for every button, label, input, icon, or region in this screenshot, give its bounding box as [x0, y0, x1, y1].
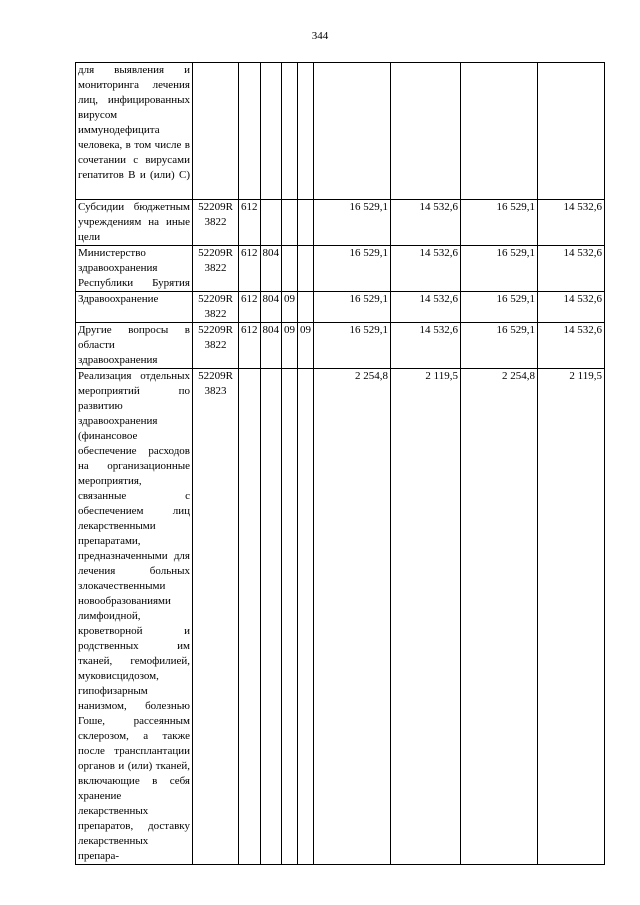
expense-type-cell: 612 — [239, 200, 261, 246]
table-row — [76, 292, 605, 323]
amount-cell: 16 529,1 — [461, 292, 538, 323]
amount-cell: 14 532,6 — [391, 200, 461, 246]
section-code-cell — [282, 200, 298, 246]
ministry-code-cell: 804 — [260, 246, 282, 292]
amount-cell: 14 532,6 — [391, 292, 461, 323]
ministry-code-cell: 804 — [260, 323, 282, 369]
amount-cell: 14 532,6 — [538, 323, 605, 369]
amount-cell: 16 529,1 — [314, 246, 391, 292]
row-description: Здравоохранение — [76, 292, 193, 323]
row-description: Реализация отдельных мероприятий по развитию здравоохранения (финансовое обеспечение расходов на организационные мероприятия, связанные с обеспечением лиц лекарственными препаратами, предназначенными для лечения больных злокачественными новообразованиями лимфоидной, кроветворной и родственных им тканей, гемофилией, муковисцидозом, гипофизарным нанизмом, болезнью Гоше, рассеянным склерозом, а также после трансплантации органов и (или) тканей, включающие в себя хранение лекарственных препаратов, доставку лекарственных препара- — [76, 369, 193, 865]
amount-cell: 16 529,1 — [461, 323, 538, 369]
amount-cell: 2 119,5 — [391, 369, 461, 865]
target-code-cell: 52209R 3822 — [193, 292, 239, 323]
table-row — [76, 246, 605, 292]
expense-type-cell — [239, 63, 261, 200]
target-code-cell: 52209R 3823 — [193, 369, 239, 865]
budget-table — [75, 62, 605, 865]
subsection-code-cell: 09 — [298, 323, 314, 369]
target-code-cell: 52209R 3822 — [193, 246, 239, 292]
expense-type-cell: 612 — [239, 323, 261, 369]
table-row — [76, 369, 605, 865]
amount-cell: 2 254,8 — [461, 369, 538, 865]
row-description: для выявления и мониторинга лечения лиц, инфицированных вирусом иммунодефицита человека, в том числе в сочетании с вирусами гепатитов В и (или) С) — [76, 63, 193, 200]
expense-type-cell — [239, 369, 261, 865]
table-row — [76, 63, 605, 200]
page-number: 344 — [311, 30, 329, 42]
section-code-cell: 09 — [282, 292, 298, 323]
amount-cell — [461, 63, 538, 200]
subsection-code-cell — [298, 200, 314, 246]
amount-cell: 2 119,5 — [538, 369, 605, 865]
ministry-code-cell — [260, 63, 282, 200]
section-code-cell — [282, 246, 298, 292]
amount-cell: 16 529,1 — [314, 323, 391, 369]
subsection-code-cell — [298, 292, 314, 323]
table-row — [76, 323, 605, 369]
amount-cell: 14 532,6 — [391, 323, 461, 369]
amount-cell: 14 532,6 — [538, 200, 605, 246]
row-description: Министерство здравоохранения Республики Бурятия — [76, 246, 193, 292]
ministry-code-cell: 804 — [260, 292, 282, 323]
target-code-cell — [193, 63, 239, 200]
expense-type-cell: 612 — [239, 246, 261, 292]
ministry-code-cell — [260, 200, 282, 246]
amount-cell: 14 532,6 — [391, 246, 461, 292]
target-code-cell: 52209R 3822 — [193, 200, 239, 246]
amount-cell: 14 532,6 — [538, 292, 605, 323]
row-description: Субсидии бюджетным учреждениям на иные цели — [76, 200, 193, 246]
ministry-code-cell — [260, 369, 282, 865]
amount-cell — [538, 63, 605, 200]
section-code-cell: 09 — [282, 323, 298, 369]
amount-cell: 2 254,8 — [314, 369, 391, 865]
amount-cell: 16 529,1 — [461, 246, 538, 292]
expense-type-cell: 612 — [239, 292, 261, 323]
table-row — [76, 200, 605, 246]
amount-cell: 16 529,1 — [461, 200, 538, 246]
row-description: Другие вопросы в области здравоохранения — [76, 323, 193, 369]
amount-cell: 16 529,1 — [314, 292, 391, 323]
subsection-code-cell — [298, 246, 314, 292]
amount-cell: 14 532,6 — [538, 246, 605, 292]
amount-cell: 16 529,1 — [314, 200, 391, 246]
target-code-cell: 52209R 3822 — [193, 323, 239, 369]
subsection-code-cell — [298, 63, 314, 200]
subsection-code-cell — [298, 369, 314, 865]
section-code-cell — [282, 63, 298, 200]
amount-cell — [391, 63, 461, 200]
section-code-cell — [282, 369, 298, 865]
amount-cell — [314, 63, 391, 200]
